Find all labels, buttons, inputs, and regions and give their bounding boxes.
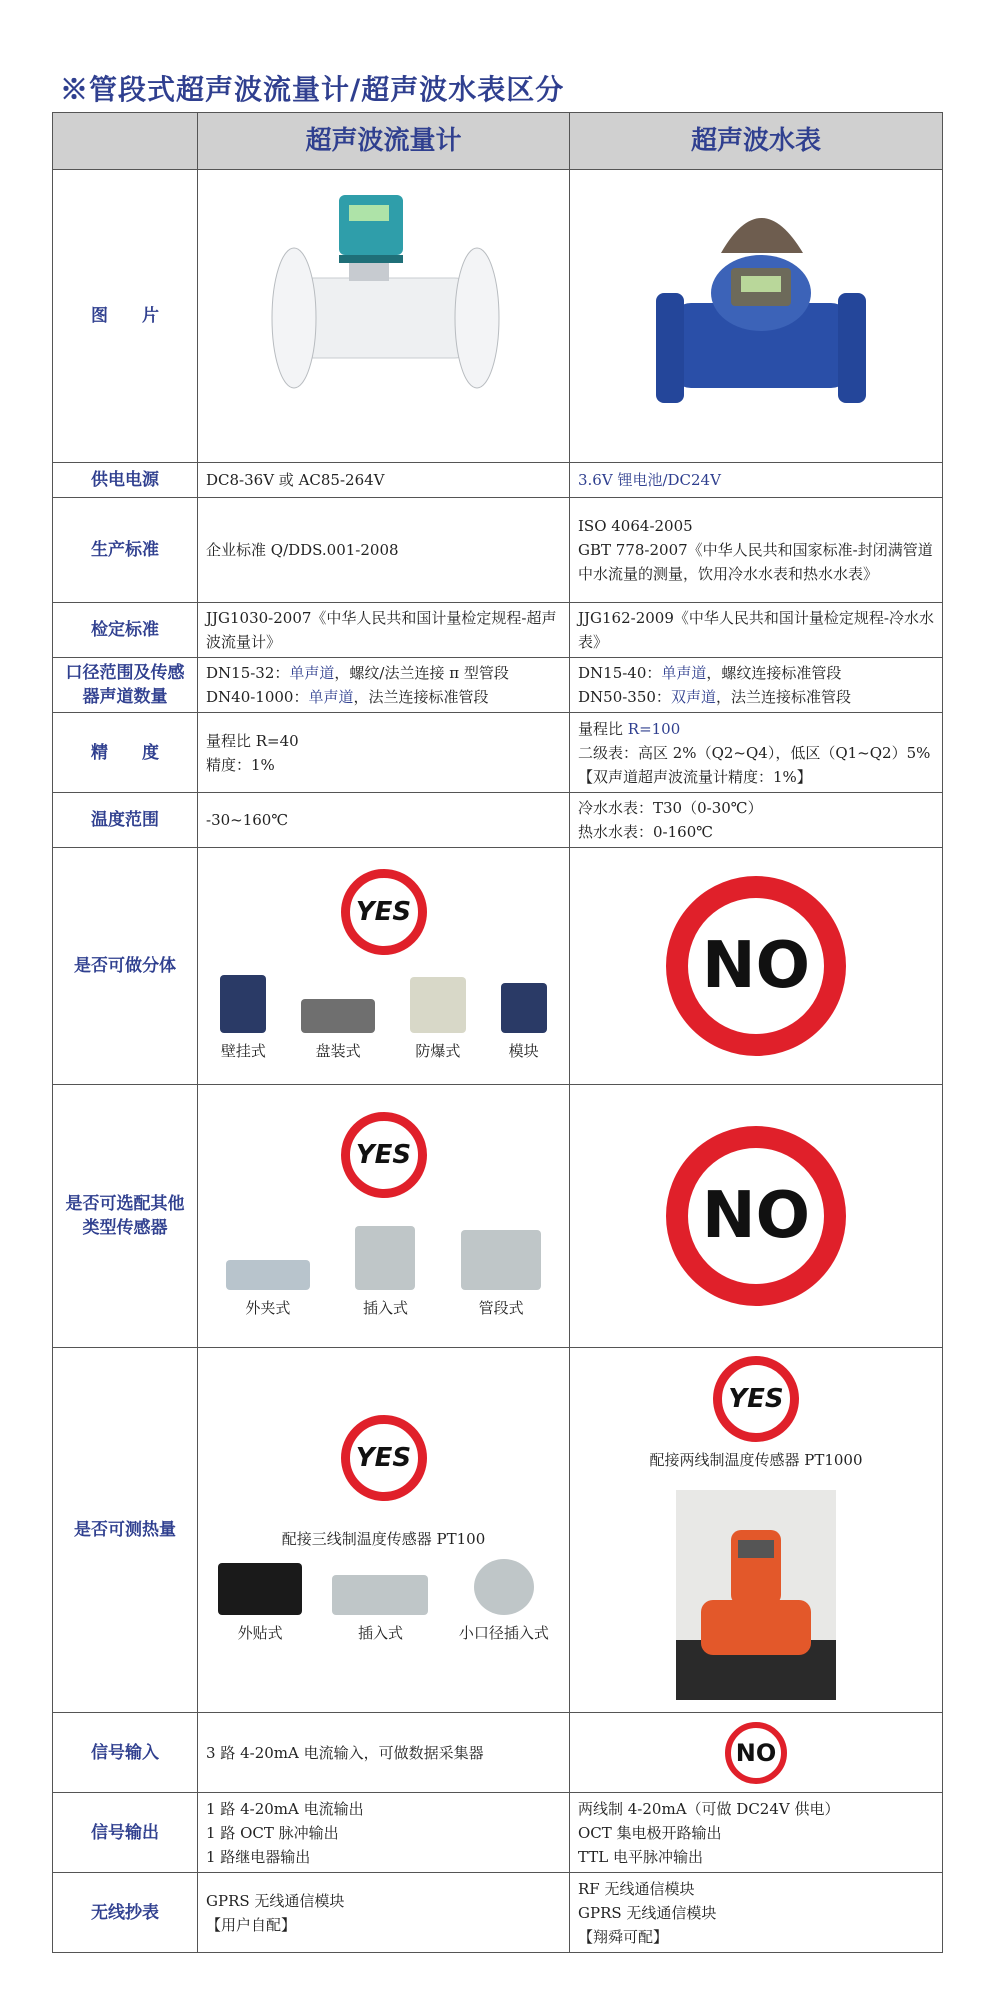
standard-iso: ISO 4064-2005 xyxy=(578,517,693,535)
diameter-a2-hl: 单声道 xyxy=(308,688,354,706)
header-watermeter: 超声波水表 xyxy=(570,113,943,170)
diameter-a2-post: ，法兰连接标准管段 xyxy=(353,688,489,706)
signal-output-flowmeter xyxy=(198,1793,570,1873)
diameter-a1-post: ，螺纹/法兰连接 π 型管段 xyxy=(334,664,509,682)
clamp-on-sensor-icon xyxy=(226,1260,310,1290)
power-watermeter: 3.6V 锂电池/DC24V xyxy=(570,463,943,498)
accuracy-b1-pre: 量程比 xyxy=(578,719,628,738)
diameter-b2-hl: 双声道 xyxy=(670,688,716,706)
no-sign-icon: NO xyxy=(666,876,846,1056)
wireless-watermeter xyxy=(570,1873,943,1953)
wireless-flowmeter xyxy=(198,1873,570,1953)
label-temp: 温度范围 xyxy=(53,793,198,848)
label-picture: 图 片 xyxy=(53,170,198,463)
sigout-b2: OCT 集电极开路输出 xyxy=(578,1823,722,1842)
verify-flowmeter: JJG1030-2007《中华人民共和国计量检定规程-超声波流量计》 xyxy=(198,603,570,658)
diameter-b1-pre: DN15-40： xyxy=(578,664,662,682)
header-flowmeter: 超声波流量计 xyxy=(198,113,570,170)
wireless-a2: 【用户自配】 xyxy=(206,1915,297,1934)
yes-sign-icon: YES xyxy=(713,1356,799,1442)
sensor-watermeter xyxy=(570,1085,943,1348)
accuracy-flowmeter xyxy=(198,713,570,793)
wireless-a1: GPRS 无线通信模块 xyxy=(206,1891,345,1910)
header-blank xyxy=(53,113,198,170)
label-power: 供电电源 xyxy=(53,463,198,498)
split-item-explosion: 防爆式 xyxy=(415,1042,461,1060)
label-split: 是否可做分体 xyxy=(53,848,198,1085)
module-device-icon xyxy=(501,983,547,1033)
diameter-a2-pre: DN40-1000： xyxy=(206,688,309,706)
sensor-item-clamp: 外夹式 xyxy=(245,1299,291,1317)
heat-caption-pt1000: 配接两线制温度传感器 PT1000 xyxy=(649,1451,863,1469)
label-wireless: 无线抄表 xyxy=(53,1873,198,1953)
accuracy-b1-hl: R=100 xyxy=(627,719,681,738)
temp-cold: 冷水水表：T30（0-30℃） xyxy=(578,799,763,817)
sigout-a1: 1 路 4-20mA 电流输出 xyxy=(206,1799,364,1818)
explosion-proof-device-icon xyxy=(410,977,466,1033)
sigout-a3: 1 路继电器输出 xyxy=(206,1847,311,1866)
diameter-a1-hl: 单声道 xyxy=(289,664,335,682)
diameter-b2-post: ，法兰连接标准管段 xyxy=(715,688,851,706)
no-sign-icon: NO xyxy=(666,1126,846,1306)
label-accuracy: 精 度 xyxy=(53,713,198,793)
heat-item-smallbore: 小口径插入式 xyxy=(458,1624,549,1642)
temp-hot: 热水水表：0-160℃ xyxy=(578,823,714,841)
signal-output-watermeter xyxy=(570,1793,943,1873)
wireless-b3: 【翔舜可配】 xyxy=(578,1927,669,1946)
comparison-table xyxy=(52,112,943,1953)
heat-flowmeter xyxy=(198,1348,570,1713)
split-item-module: 模块 xyxy=(508,1042,539,1060)
signal-input-flowmeter: 3 路 4-20mA 电流输入，可做数据采集器 xyxy=(198,1713,570,1793)
label-verify: 检定标准 xyxy=(53,603,198,658)
wireless-b1: RF 无线通信模块 xyxy=(578,1879,695,1898)
no-sign-icon: NO xyxy=(725,1722,787,1784)
verify-watermeter: JJG162-2009《中华人民共和国计量检定规程-冷水水表》 xyxy=(570,603,943,658)
sigout-a2: 1 路 OCT 脉冲输出 xyxy=(206,1823,339,1842)
accuracy-b2: 二级表：高区 2%（Q2~Q4），低区（Q1~Q2）5% xyxy=(578,743,931,762)
standard-watermeter xyxy=(570,498,943,603)
insertion-sensor-icon xyxy=(355,1226,415,1290)
sigout-b3: TTL 电平脉冲输出 xyxy=(578,1847,704,1866)
panel-mount-device-icon xyxy=(301,999,375,1033)
temp-flowmeter: -30~160℃ xyxy=(198,793,570,848)
watermeter-image xyxy=(571,173,944,453)
page-title: ※管段式超声波流量计/超声波水表区分 xyxy=(60,73,565,106)
sensor-flowmeter xyxy=(198,1085,570,1348)
temp-watermeter xyxy=(570,793,943,848)
surface-temp-sensor-icon xyxy=(218,1563,302,1615)
split-item-panel: 盘装式 xyxy=(315,1042,361,1060)
standard-gbt: GBT 778-2007《中华人民共和国家标准-封闭满管道中水流量的测量，饮用冷水水表和热水水表》 xyxy=(578,541,933,583)
watermeter-photo-cell xyxy=(570,170,943,463)
accuracy-watermeter xyxy=(570,713,943,793)
power-flowmeter: DC8-36V 或 AC85-264V xyxy=(198,463,570,498)
label-signal-input: 信号输入 xyxy=(53,1713,198,1793)
small-bore-temp-sensor-icon xyxy=(474,1559,534,1615)
yes-sign-icon: YES xyxy=(341,869,427,955)
accuracy-range: 量程比 R=40 xyxy=(206,731,299,750)
label-diameter: 口径范围及传感器声道数量 xyxy=(53,658,198,713)
label-standard: 生产标准 xyxy=(53,498,198,603)
signal-input-watermeter xyxy=(570,1713,943,1793)
yes-sign-icon: YES xyxy=(341,1112,427,1198)
split-item-wall: 壁挂式 xyxy=(220,1042,266,1060)
flowmeter-photo-cell xyxy=(198,170,570,463)
diameter-a1-pre: DN15-32： xyxy=(206,664,290,682)
accuracy-b3: 【双声道超声波流量计精度：1%】 xyxy=(578,767,812,786)
label-sensor: 是否可选配其他类型传感器 xyxy=(53,1085,198,1348)
sensor-item-spool: 管段式 xyxy=(478,1299,524,1317)
standard-flowmeter: 企业标准 Q/DDS.001-2008 xyxy=(198,498,570,603)
spool-sensor-icon xyxy=(461,1230,541,1290)
diameter-b2-pre: DN50-350： xyxy=(578,688,671,706)
heat-item-surface: 外贴式 xyxy=(237,1624,283,1642)
heat-caption-pt100: 配接三线制温度传感器 PT100 xyxy=(281,1530,486,1548)
heat-meter-photo xyxy=(676,1490,836,1700)
sigout-b1: 两线制 4-20mA（可做 DC24V 供电） xyxy=(578,1799,840,1818)
label-heat: 是否可测热量 xyxy=(53,1348,198,1713)
diameter-watermeter xyxy=(570,658,943,713)
accuracy-precision: 精度：1% xyxy=(206,755,275,774)
split-flowmeter xyxy=(198,848,570,1085)
heat-item-insertion: 插入式 xyxy=(357,1624,403,1642)
sensor-item-insertion: 插入式 xyxy=(362,1299,408,1317)
wall-mount-device-icon xyxy=(220,975,266,1033)
insertion-temp-sensor-icon xyxy=(332,1575,428,1615)
wireless-b2: GPRS 无线通信模块 xyxy=(578,1903,717,1922)
flowmeter-image xyxy=(199,173,571,453)
yes-sign-icon: YES xyxy=(341,1415,427,1501)
diameter-b1-post: ，螺纹连接标准管段 xyxy=(706,664,842,682)
heat-watermeter xyxy=(570,1348,943,1713)
diameter-flowmeter xyxy=(198,658,570,713)
label-signal-output: 信号输出 xyxy=(53,1793,198,1873)
split-watermeter xyxy=(570,848,943,1085)
diameter-b1-hl: 单声道 xyxy=(661,664,707,682)
